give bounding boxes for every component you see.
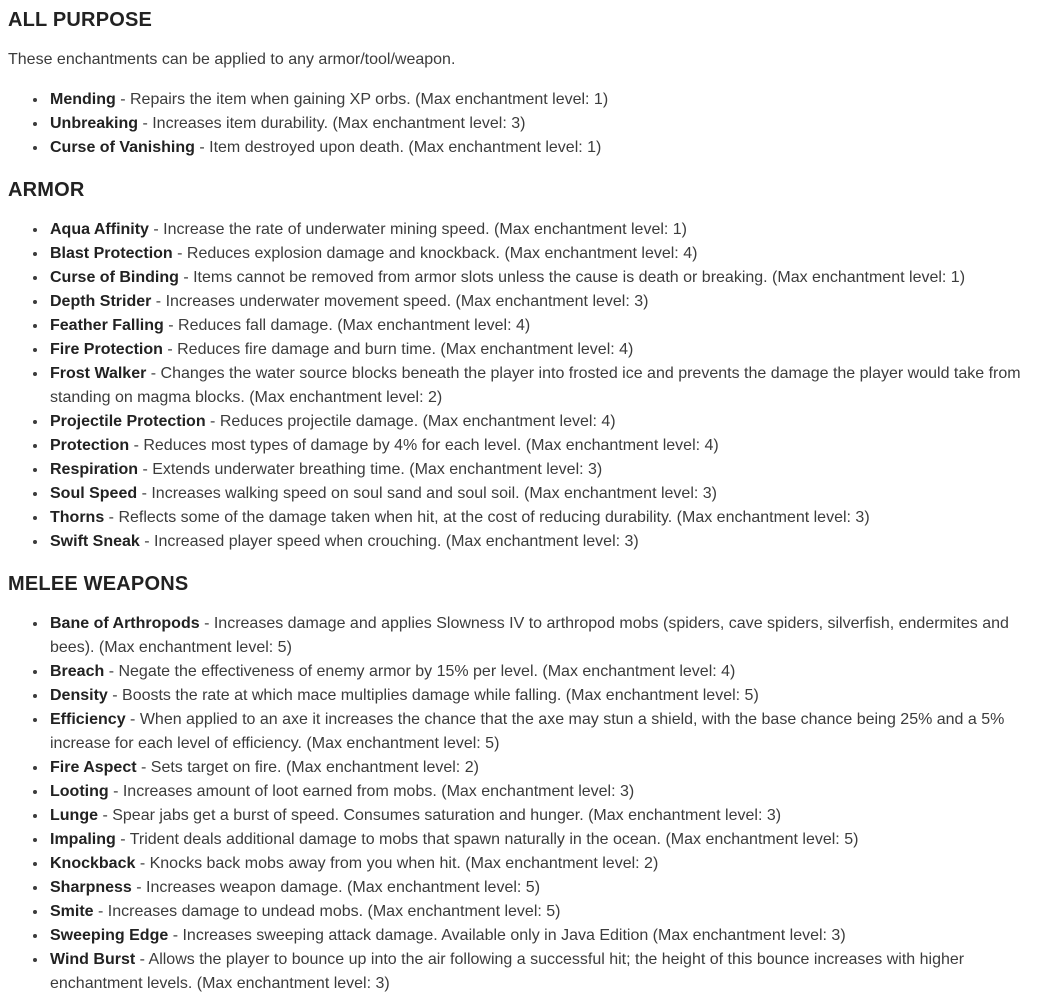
enchantment-description: - Trident deals additional damage to mobs that spawn naturally in the ocean. (Max enchantment level: 5) bbox=[115, 831, 859, 848]
enchantment-name: Thorns bbox=[50, 509, 105, 526]
enchantment-item bbox=[48, 266, 1038, 290]
enchantment-description: - Increases walking speed on soul sand and soul soil. (Max enchantment level: 3) bbox=[137, 485, 717, 502]
enchantment-name: Knockback bbox=[50, 855, 136, 872]
section-heading: MELEE WEAPONS bbox=[8, 573, 189, 595]
enchantment-description: - Item destroyed upon death. (Max enchantment level: 1) bbox=[194, 139, 602, 156]
enchantment-description: - Increased player speed when crouching. (Max enchantment level: 3) bbox=[139, 533, 639, 550]
enchantment-item bbox=[48, 290, 1038, 314]
enchantment-name: Swift Sneak bbox=[50, 533, 140, 550]
enchantment-item bbox=[48, 660, 1038, 684]
enchantment-item bbox=[48, 218, 1038, 242]
enchantment-name: Density bbox=[50, 687, 108, 704]
enchantment-name: Fire Protection bbox=[50, 341, 163, 358]
enchantment-name: Mending bbox=[50, 91, 116, 108]
enchantment-item bbox=[48, 612, 1038, 660]
enchantment-name: Curse of Binding bbox=[50, 269, 179, 286]
enchantment-name: Unbreaking bbox=[50, 115, 139, 132]
enchantment-item bbox=[48, 506, 1038, 530]
enchantment-item bbox=[48, 136, 1038, 160]
enchantment-item bbox=[48, 780, 1038, 804]
enchantment-list bbox=[8, 612, 1038, 996]
enchantment-item bbox=[48, 410, 1038, 434]
enchantment-name: Depth Strider bbox=[50, 293, 152, 310]
enchantment-description: - Extends underwater breathing time. (Max enchantment level: 3) bbox=[138, 461, 603, 478]
enchantment-item bbox=[48, 900, 1038, 924]
section-intro: These enchantments can be applied to any armor/tool/weapon. bbox=[8, 51, 456, 68]
enchantment-description: - When applied to an axe it increases the chance that the axe may stun a shield, with the base chance being 25% and a 5% increase for each level of efficiency. (Max enchantment level: 5) bbox=[50, 711, 1005, 752]
enchantment-description: - Increases damage to undead mobs. (Max enchantment level: 5) bbox=[93, 903, 561, 920]
enchantment-description: - Increases damage and applies Slowness IV to arthropod mobs (spiders, cave spiders, silverfish, endermites and bees). (Max enchantment level: 5) bbox=[50, 615, 1009, 656]
enchantment-item bbox=[48, 708, 1038, 756]
enchantment-item bbox=[48, 924, 1038, 948]
enchantment-item bbox=[48, 828, 1038, 852]
enchantment-description: - Reduces projectile damage. (Max enchantment level: 4) bbox=[205, 413, 616, 430]
enchantment-description: - Increase the rate of underwater mining speed. (Max enchantment level: 1) bbox=[148, 221, 688, 238]
enchantment-description: - Items cannot be removed from armor slots unless the cause is death or breaking. (Max enchantment level: 1) bbox=[178, 269, 966, 286]
enchantment-item bbox=[48, 88, 1038, 112]
enchantment-list bbox=[8, 88, 1038, 160]
enchantment-item bbox=[48, 852, 1038, 876]
enchantment-description: - Sets target on fire. (Max enchantment level: 2) bbox=[136, 759, 479, 776]
enchantment-name: Curse of Vanishing bbox=[50, 139, 195, 156]
enchantment-item bbox=[48, 482, 1038, 506]
enchantment-item bbox=[48, 756, 1038, 780]
enchantment-description: - Reduces most types of damage by 4% for each level. (Max enchantment level: 4) bbox=[129, 437, 719, 454]
enchantment-name: Efficiency bbox=[50, 711, 126, 728]
enchantment-item bbox=[48, 530, 1038, 554]
enchantment-item bbox=[48, 458, 1038, 482]
enchantment-section bbox=[8, 572, 1038, 996]
enchantment-description: - Negate the effectiveness of enemy armor by 15% per level. (Max enchantment level: 4) bbox=[104, 663, 736, 680]
enchantment-item bbox=[48, 362, 1038, 410]
enchantment-description: - Changes the water source blocks beneath the player into frosted ice and prevents the damage the player would take from standing on magma blocks. (Max enchantment level: 2) bbox=[50, 365, 1021, 406]
enchantment-description: - Allows the player to bounce up into the air following a successful hit; the height of this bounce increases with higher enchantment levels. (Max enchantment level: 3) bbox=[50, 951, 965, 992]
enchantment-description: - Reduces fall damage. (Max enchantment level: 4) bbox=[163, 317, 531, 334]
section-heading: ARMOR bbox=[8, 179, 85, 201]
sections-root bbox=[8, 8, 1038, 996]
enchantment-item bbox=[48, 948, 1038, 996]
enchantment-name: Lunge bbox=[50, 807, 98, 824]
enchantment-description: - Increases amount of loot earned from mobs. (Max enchantment level: 3) bbox=[108, 783, 635, 800]
enchantment-name: Projectile Protection bbox=[50, 413, 206, 430]
enchantment-description: - Increases sweeping attack damage. Available only in Java Edition (Max enchantment level: 3) bbox=[168, 927, 846, 944]
enchantment-name: Impaling bbox=[50, 831, 116, 848]
enchantment-item bbox=[48, 804, 1038, 828]
enchantment-item bbox=[48, 876, 1038, 900]
enchantment-name: Respiration bbox=[50, 461, 139, 478]
enchantment-item bbox=[48, 338, 1038, 362]
enchantment-name: Sweeping Edge bbox=[50, 927, 169, 944]
enchantment-name: Breach bbox=[50, 663, 105, 680]
enchantment-description: - Repairs the item when gaining XP orbs. (Max enchantment level: 1) bbox=[115, 91, 609, 108]
enchantment-item bbox=[48, 314, 1038, 338]
enchantment-name: Fire Aspect bbox=[50, 759, 137, 776]
enchantment-name: Sharpness bbox=[50, 879, 132, 896]
enchantment-section bbox=[8, 8, 1038, 160]
enchantment-name: Protection bbox=[50, 437, 130, 454]
enchantment-section bbox=[8, 178, 1038, 554]
section-heading: ALL PURPOSE bbox=[8, 9, 153, 31]
enchantment-description: - Increases weapon damage. (Max enchantment level: 5) bbox=[131, 879, 541, 896]
enchantment-list bbox=[8, 218, 1038, 554]
enchantment-name: Bane of Arthropods bbox=[50, 615, 200, 632]
enchantment-name: Blast Protection bbox=[50, 245, 173, 262]
enchantment-name: Frost Walker bbox=[50, 365, 147, 382]
enchantment-item bbox=[48, 112, 1038, 136]
enchantment-item bbox=[48, 684, 1038, 708]
enchantment-item bbox=[48, 242, 1038, 266]
enchantment-description: - Increases item durability. (Max enchantment level: 3) bbox=[138, 115, 526, 132]
enchantment-description: - Boosts the rate at which mace multiplies damage while falling. (Max enchantment level: 5) bbox=[107, 687, 759, 704]
enchantment-description: - Increases underwater movement speed. (Max enchantment level: 3) bbox=[151, 293, 649, 310]
enchantment-description: - Knocks back mobs away from you when hit. (Max enchantment level: 2) bbox=[135, 855, 659, 872]
enchantment-description: - Reduces fire damage and burn time. (Max enchantment level: 4) bbox=[162, 341, 634, 358]
enchantment-name: Looting bbox=[50, 783, 109, 800]
enchantment-description: - Spear jabs get a burst of speed. Consumes saturation and hunger. (Max enchantment level: 3) bbox=[98, 807, 782, 824]
enchantment-name: Smite bbox=[50, 903, 94, 920]
enchantment-name: Feather Falling bbox=[50, 317, 164, 334]
enchantment-item bbox=[48, 434, 1038, 458]
enchantment-description: - Reflects some of the damage taken when hit, at the cost of reducing durability. (Max enchantment level: 3) bbox=[104, 509, 870, 526]
enchantment-name: Wind Burst bbox=[50, 951, 136, 968]
enchantment-description: - Reduces explosion damage and knockback. (Max enchantment level: 4) bbox=[172, 245, 698, 262]
enchantment-name: Aqua Affinity bbox=[50, 221, 149, 238]
content-area bbox=[8, 8, 1038, 996]
enchantment-name: Soul Speed bbox=[50, 485, 138, 502]
